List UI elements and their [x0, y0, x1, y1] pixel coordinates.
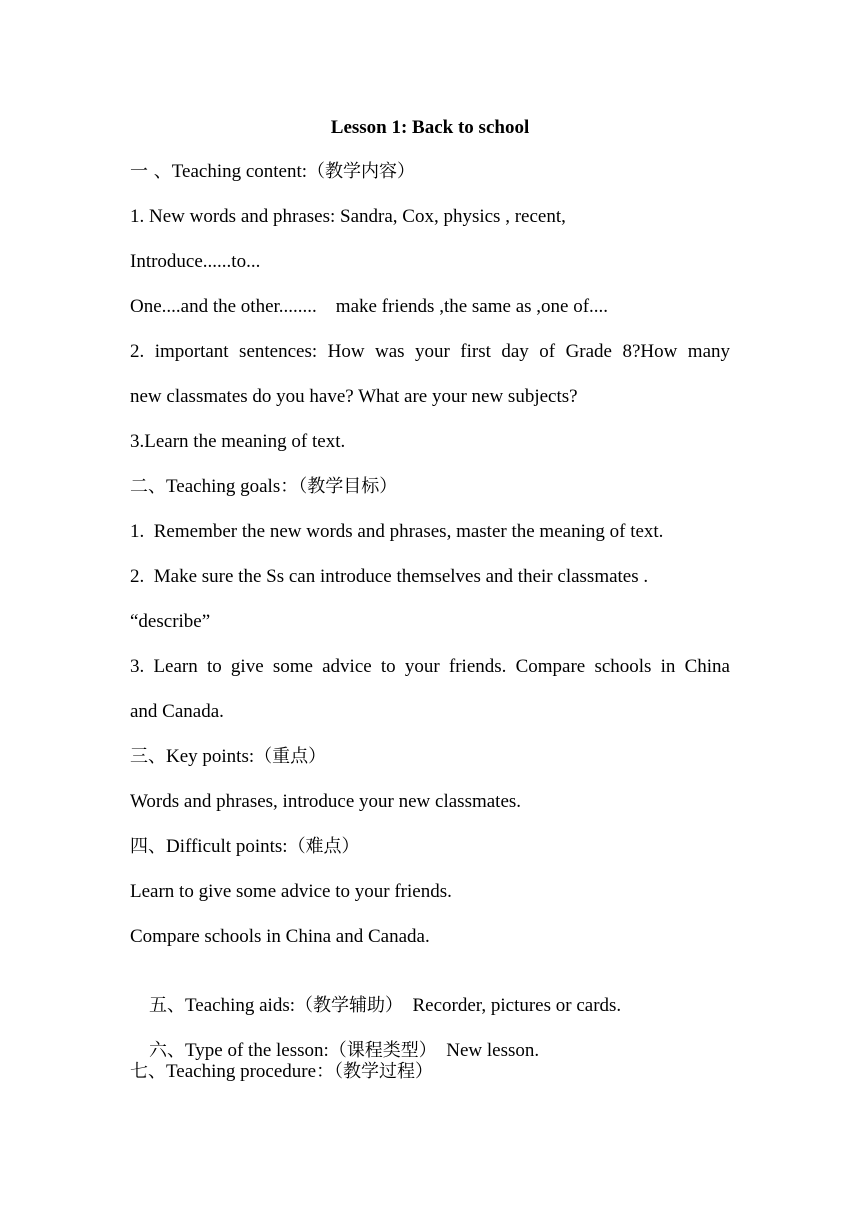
section-label-chinese: ：（教学目标）	[280, 476, 398, 497]
section-marker: 四、	[130, 836, 166, 857]
section-label: Type of the lesson:	[185, 1040, 329, 1061]
section-label-chinese: （重点）	[254, 746, 327, 767]
content-line-sentences-cont: new classmates do you have? What are your new subjects?	[130, 386, 578, 407]
section-marker: 三、	[130, 746, 166, 767]
section-label: Teaching goals	[166, 476, 281, 497]
goal-line-3-cont: and Canada.	[130, 701, 224, 722]
section-heading-teaching-content	[130, 160, 415, 184]
section-label: Teaching procedure	[166, 1061, 317, 1082]
key-points-text: Words and phrases, introduce your new classmates.	[130, 791, 522, 812]
goal-line-2: 2. Make sure the Ss can introduce themselves and their classmates .	[130, 566, 649, 587]
section-heading-teaching-procedure	[130, 1060, 433, 1084]
section-value: Recorder, pictures or cards.	[403, 995, 622, 1016]
content-line-new-words: 1. New words and phrases: Sandra, Cox, physics , recent,	[130, 206, 566, 227]
goal-line-3: 3. Learn to give some advice to your friends. Compare schools in China	[130, 656, 730, 677]
content-line-sentences: 2. important sentences: How was your first day of Grade 8?How many	[130, 341, 730, 362]
section-marker: 二、	[130, 476, 166, 497]
lesson-title: Lesson 1: Back to school	[330, 117, 530, 138]
section-marker: 六、	[149, 1040, 185, 1061]
section-label: Teaching content:	[171, 161, 308, 182]
section-label-chinese: （教学辅助）	[295, 995, 403, 1016]
section-value: New lesson.	[436, 1040, 540, 1061]
section-marker: 一 、	[130, 161, 172, 182]
section-label-chinese: ：（教学过程）	[316, 1061, 434, 1082]
goal-line-describe: “describe”	[130, 611, 211, 632]
section-heading-difficult-points	[130, 835, 360, 859]
section-label: Teaching aids:	[185, 995, 295, 1016]
content-line-phrases: One....and the other........ make friends ,the same as ,one of....	[130, 296, 609, 317]
section-marker: 七、	[130, 1061, 166, 1082]
section-label-chinese: （课程类型）	[328, 1040, 437, 1061]
section-heading-teaching-goals	[130, 475, 397, 499]
difficult-points-line-1: Learn to give some advice to your friends.	[130, 881, 452, 902]
content-line-meaning: 3.Learn the meaning of text.	[130, 431, 346, 452]
content-line-introduce: Introduce......to...	[130, 251, 261, 272]
section-marker: 五、	[149, 995, 185, 1016]
difficult-points-line-2: Compare schools in China and Canada.	[130, 926, 430, 947]
section-heading-key-points	[130, 745, 326, 769]
section-label-chinese: （教学内容）	[307, 161, 416, 182]
section-label: Difficult points:	[166, 836, 288, 857]
section-label-chinese: （难点）	[287, 836, 360, 857]
goal-line-1: 1. Remember the new words and phrases, master the meaning of text.	[130, 521, 664, 542]
section-label: Key points:	[166, 746, 255, 767]
